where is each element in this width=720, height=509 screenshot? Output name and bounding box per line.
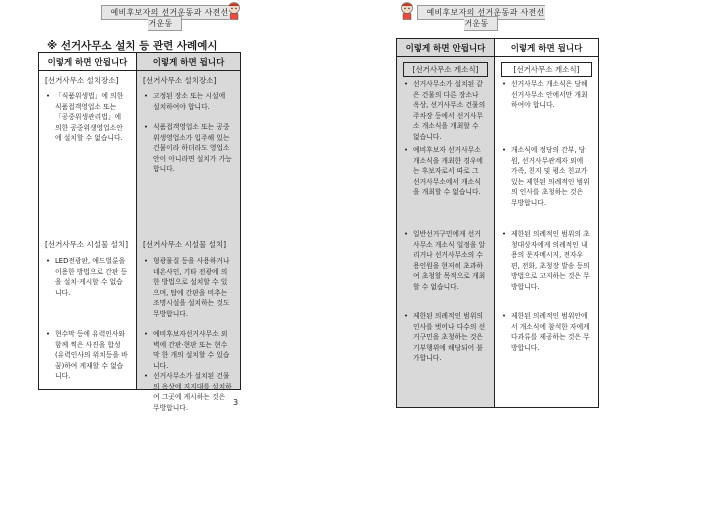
left-do-item-5: • 선거사무소가 설치된 건물의 옥상에 지지대를 설치하여 그곳에 게시하는 것은 무방합니다.: [144, 372, 232, 412]
right-col-do-header: 이렇게 하면 됩니다: [495, 39, 598, 57]
page-number: 3: [233, 398, 239, 407]
left-page-header: [100, 7, 230, 28]
left-col-do-header: 이렇게 하면 됩니다: [137, 53, 240, 71]
right-do-item-1: • 선거사무소 개소식은 당해 선거사무소 안에서만 개최하여야 합니다.: [502, 80, 588, 110]
left-col-dont-header: 이렇게 하면 안됩니다: [39, 53, 136, 71]
right-dont-subheader: [선거사무소 게소식]: [403, 62, 488, 77]
left-dont-item-2: • LED전광판, 애드벌룬을 이용한 방법으로 간판 등을 설치·게시할 수 없습니다.: [46, 257, 128, 297]
right-dont-item-4: • 제한된 의례적인 범위의 인사를 벗어나 다수의 선거구민을 초청하는 것은 기부행위에 해당되어 불가합니다.: [404, 312, 486, 363]
mascot-right-icon: [399, 1, 415, 21]
left-dont-item-1: • 「식품위생법」에 의한 식품접객영업소 또는 「공중위생관리법」에 의한 공중위생영업소안에 설치할 수 없습니다.: [46, 92, 124, 143]
right-page-table: [396, 38, 599, 408]
right-header-text: 예비후보자의 선거운동과 사전선거운동: [417, 5, 544, 31]
left-do-category-2: [선거사무소 시설물 설치]: [143, 240, 227, 249]
right-do-item-2: • 개소식에 정당의 간부, 당원, 선거사무관계자 외에 가족, 친지 및 평소 친교가 있는 제한된 의례적인 범위의 인사를 초청하는 것은 무방합니다.: [502, 146, 590, 207]
left-do-item-3: • 형광물질 등을 사용하거나 네온사인, 기타 전광에 의한 방법으로 설치할 수 있으며, 탑에 간판을 비추는 조명시설을 설치하는 것도 무방합니다.: [144, 257, 230, 318]
right-dont-item-2: • 예비후보자 선거사무소 개소식을 개최한 경우에는 후보자로서 따로 그 선거사무소에서 개소식을 개최할 수 없습니다.: [404, 146, 483, 197]
left-page-table: [38, 52, 241, 412]
right-do-item-4: • 제한된 의례적인 범위안에서 개소식에 참석한 자에게 다과류를 제공하는 것은 무방합니다.: [502, 312, 590, 352]
left-col-dont: [39, 53, 137, 389]
left-do-item-2: • 식품접객영업소 또는 공중위생영업소가 입주해 있는 건물이라 하더라도 영업소 안이 아니라면 설치가 가능합니다.: [144, 123, 232, 174]
right-page-header: [416, 7, 546, 28]
left-dont-category-2: [선거사무소 시설물 설치]: [45, 240, 129, 249]
left-col-do: [137, 53, 240, 412]
left-dont-category-1: [선거사무소 설치장소]: [45, 76, 119, 85]
right-col-dont-header: 이렇게 하면 안됩니다: [397, 39, 494, 57]
left-dont-item-3: • 현수막 등에 유력인사와 함께 찍은 사진을 합성(유력인사의 위치등을 바꿈)하여 게재할 수 없습니다.: [46, 330, 128, 381]
right-col-dont: [397, 39, 495, 407]
right-dont-item-1: • 선거사무소가 설치된 같은 건물의 다른 장소나 옥상, 선거사무소 건물의 주차장 등에서 선거사무소 개소식을 개최할 수 없습니다.: [404, 80, 486, 141]
left-do-category-1: [선거사무소 설치장소]: [143, 76, 217, 85]
section-title: ※ 선거사무소 설치 등 관련 사례예시: [47, 40, 218, 52]
right-do-subheader: [선거사무소 게소식]: [501, 62, 592, 77]
left-do-item-4: • 예비후보자선거사무소 외벽에 간판·현판 또는 현수막 한 개의 설치할 수 있습니다.: [144, 330, 230, 370]
left-do-item-1: • 고정된 장소 또는 시설에 설치하여야 합니다.: [144, 92, 226, 111]
right-dont-item-3: • 일반선거구민에게 선거사무소 개소식 일정을 알리거나 선거사무소의 수용인원을 현저히 초과하여 초청할 목적으로 개최할 수 없습니다.: [404, 230, 486, 291]
right-col-do: [495, 39, 598, 407]
left-header-text: 예비후보자의 선거운동과 사전선거운동: [101, 5, 228, 31]
right-do-item-3: • 제한된 의례적인 범위의 초청대상자에게 의례적인 내용의 문자메시지, 전자우편, 전화, 초청장 발송 등의 방법으로 고지하는 것은 무방합니다.: [502, 230, 590, 291]
